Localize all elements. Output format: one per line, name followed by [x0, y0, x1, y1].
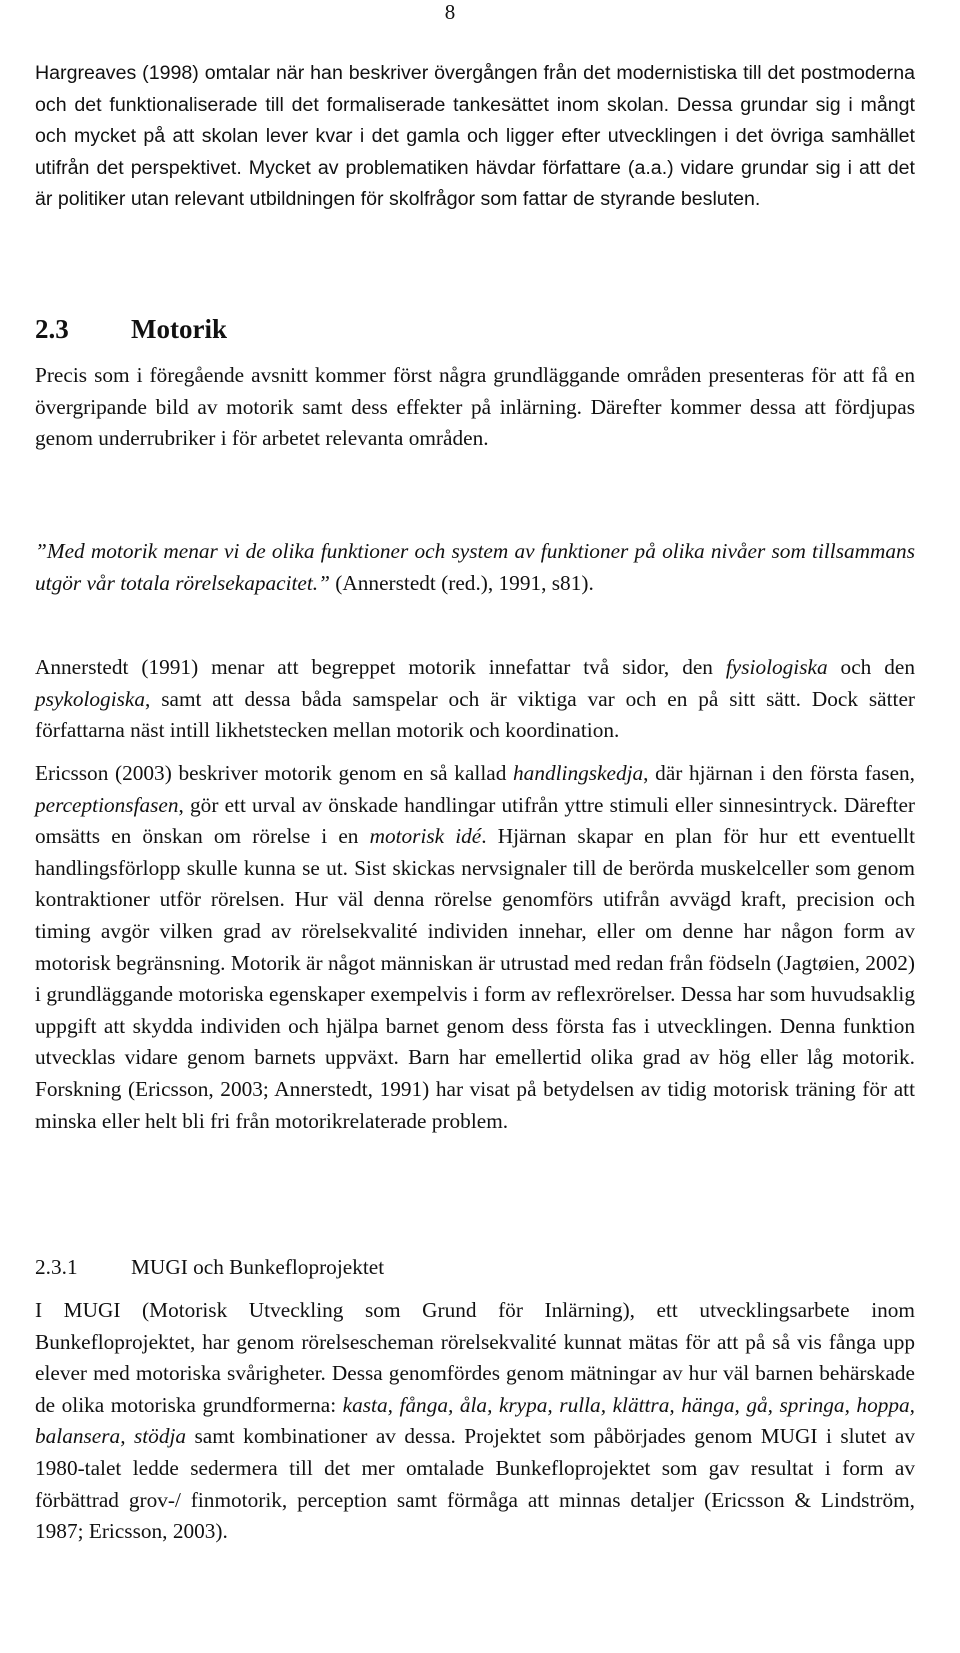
page-number: 8 — [444, 0, 456, 24]
subsection-number: 2.3.1 — [35, 1255, 78, 1279]
text-run: I MUGI (Motorisk Utveckling som Grund för Inlärning), ett utvecklingsarbete inom Bunkefloprojektet, har genom rörelsescheman rörelsekvalité kunnat mätas för att på så vis fånga upp elever med motoriska svårigheter. Dessa genomfördes genom mätningar av hur väl barnen behärskade de olika motoriska grundformerna: — [35, 1298, 915, 1417]
section-heading — [35, 311, 227, 347]
text-run: samt kombinationer av dessa. Projektet som påbörjades genom MUGI i slutet av 1980-talet ledde sedermera till det mer omtalade Bunkefloprojektet som gav resultat i form av förbättrad grov-/ finmotorik, perception samt förmåga att minnas detaljer (Ericsson & Lindström, 1987; Ericsson, 2003). — [35, 1424, 916, 1544]
paragraph-intro: Precis som i föregående avsnitt kommer först några grundläggande områden presenteras för att få en övergripande bild av motorik samt dess effekter på inlärning. Därefter kommer dessa att fördjupas genom underrubriker i för arbetet relevanta områden. — [35, 363, 915, 451]
subsection-heading — [35, 1252, 384, 1282]
quote-text: ”Med motorik menar vi de olika funktioner och system av funktioner på olika nivåer som tillsammans utgör vår totala rörelsekapacitet.” — [35, 539, 915, 595]
section-number: 2.3 — [35, 314, 69, 344]
text-run: , gör ett urval av önskade handlingar utifrån yttre stimuli eller sinnesintryck. Därefter omsätts en önskan om rörelse i en — [35, 792, 915, 849]
paragraph-mugi — [35, 1295, 915, 1548]
text-run: , där hjärnan i den första fasen, — [643, 761, 915, 785]
text-run: . Hjärnan skapar en plan för hur ett eventuellt handlingsförlopp skulle kunna se ut. Sist skickas nervsignaler till de berörda muskelceller som genom kontraktioner utför rörelsen. Hur väl denna rörelse genomförs utifrån avvägd kraft, precision och timing avgör vilken grad av rörelsekvalité individen innehar, eller om denne har någon form av motorisk begränsning. Motorik är något människan är utrustad med redan från födseln (Jagtøien, 2002) i grundläggande motoriska egenskaper exempelvis i form av reflexrörelser. Dessa har som huvudsaklig uppgift att skydda individen och hjälpa barnet genom dess första fas i utvecklingen. Denna funktion utvecklas vidare genom barnets uppväxt. Barn har emellertid olika grad av hög eller låg motorik. Forskning (Ericsson, 2003; Annerstedt, 1991) har visat på betydelsen av tidig motorisk träning för att minska eller helt bli fri från motorikrelaterade problem. — [35, 824, 915, 1133]
quote-block — [35, 536, 915, 599]
text-run: , samt att dessa båda samspelar och är viktiga var och en på sitt sätt. Dock sätter författarna näst intill likhetstecken mellan motorik och koordination. — [35, 686, 915, 743]
text-run: Annerstedt (1991) menar att begreppet motorik innefattar två sidor, den — [35, 655, 726, 679]
emphasis-perceptionsfasen: perceptionsfasen — [35, 792, 179, 817]
quote-citation: (Annerstedt (red.), 1991, s81). — [329, 570, 594, 595]
emphasis-fysiologiska: fysiologiska — [725, 655, 828, 679]
paragraph-annerstedt — [35, 652, 915, 747]
section-title: Motorik — [131, 314, 227, 344]
emphasis-motorisk-ide: motorisk idé — [369, 824, 482, 849]
emphasis-handlingskedja: handlingskedja — [513, 761, 644, 785]
emphasis-psykologiska: psykologiska — [35, 686, 146, 711]
paragraph-hargreaves: Hargreaves (1998) omtalar när han beskriver övergången från det modernistiska till det postmoderna och det funktionaliserade till det formaliserade tankesättet inom skolan. Dessa grundar sig i mångt och mycket på att skolan lever kvar i det gamla och ligger efter utvecklingen i det övriga samhället utifrån det perspektivet. Mycket av problematiken hävdar författare (a.a.) vidare grundar sig i att det är politiker utan relevant utbildningen för skolfrågor som fattar de styrande besluten. — [35, 62, 915, 211]
paragraph-ericsson — [35, 758, 915, 1137]
subsection-title: MUGI och Bunkefloprojektet — [131, 1255, 385, 1279]
emphasis-grundformer: kasta, fånga, åla, krypa, rulla, klättra, hänga, gå, springa, hoppa, balansera, stödja — [35, 1392, 916, 1449]
text-run: och den — [827, 655, 915, 679]
text-run: Ericsson (2003) beskriver motorik genom en så kallad — [35, 761, 514, 785]
